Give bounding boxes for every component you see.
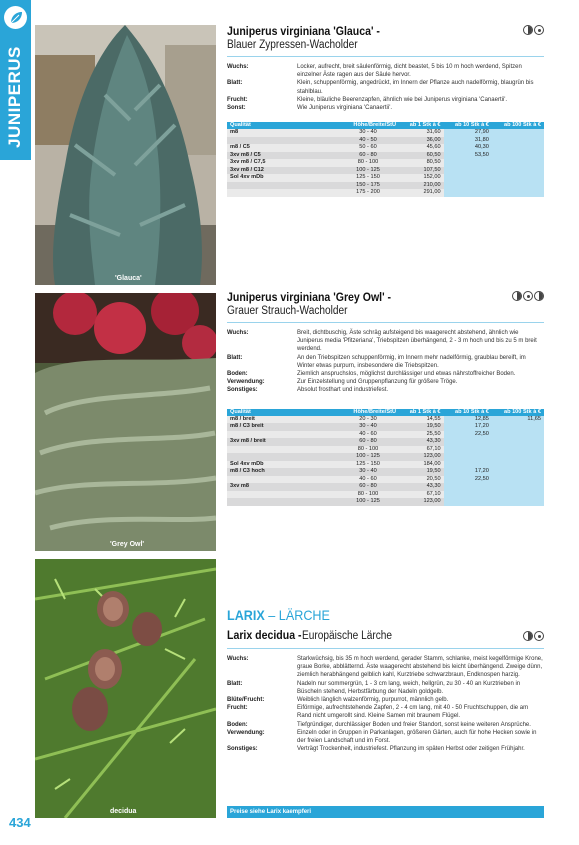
prop-value: Verträgt Trockenheit, industriefest. Pflanzung im späten Herbst oder zeitigen Frühjahr.	[297, 746, 525, 753]
prop-key: Wuchs:	[227, 656, 249, 662]
table-cell: m8 / breit	[227, 416, 337, 424]
prop-key: Sonst:	[227, 105, 246, 112]
table-cell: 123,00	[399, 498, 444, 506]
table-cell	[444, 483, 492, 491]
table-cell: 40 - 50	[337, 137, 399, 145]
table-cell: 175 - 200	[337, 189, 399, 197]
table-cell: 36,00	[399, 137, 444, 145]
divider	[227, 648, 544, 649]
table-cell: 100 - 125	[337, 167, 399, 175]
column-header: ab 100 Stk à €	[492, 409, 544, 416]
table-cell	[444, 491, 492, 499]
species-title: Juniperus virginiana 'Glauca' -	[227, 24, 380, 38]
species-title: Larix decidua -	[227, 628, 302, 642]
prop-value: Tiefgründiger, durchlässiger Boden und freier Standort, sonst keine weiteren Ansprüche.	[297, 721, 531, 728]
price-note-bar: Preise siehe Larix kaempferi	[227, 806, 544, 818]
table-cell: m8 / C5	[227, 144, 337, 152]
table-cell: Sol 4xv mDb	[227, 461, 337, 469]
half-shade-icon	[523, 631, 533, 641]
table-cell	[444, 446, 492, 454]
prop-value: Eiförmige, aufrechtstehende Zapfen, 2 - 4 cm lang, mit 40 - 50 Fruchtschuppen, die am Rand nicht umgerollt sind. Kleine Samen mit braunem Flügel.	[297, 705, 529, 720]
table-cell: 80 - 100	[337, 446, 399, 454]
table-cell: 3xv m8 / breit	[227, 438, 337, 446]
divider	[227, 322, 544, 323]
prop-key: Blatt:	[227, 80, 243, 87]
page-number: 434	[9, 815, 31, 830]
light-symbols	[523, 631, 544, 641]
table-cell: 60 - 80	[337, 152, 399, 160]
prop-value: Zur Einzelstellung und Gruppenpflanzung für größere Tröge.	[297, 379, 458, 386]
table-cell	[444, 189, 492, 197]
table-cell	[492, 498, 544, 506]
table-cell: 150 - 175	[337, 182, 399, 190]
table-row	[227, 416, 544, 424]
table-cell: 184,00	[399, 461, 444, 469]
table-cell: 43,30	[399, 483, 444, 491]
prop-value: Wie Juniperus virginiana 'Canaertii'.	[297, 105, 393, 112]
table-row	[227, 483, 544, 491]
photo-caption: decidua	[110, 808, 137, 815]
prop-value: Breit, dichtbuschig, Äste schräg aufsteigend bis waagerecht abstehend, ähnlich wie Juniperus media 'Pfitzeriana', Triebspitzen überhängend, 2 - 3 m hoch und bis zu 5 m breit werdend.	[297, 330, 537, 353]
table-cell: m8 / C3 hoch	[227, 468, 337, 476]
half-shade-icon	[523, 25, 533, 35]
table-cell	[227, 476, 337, 484]
table-cell	[492, 167, 544, 175]
prop-key: Sonstiges:	[227, 387, 258, 394]
table-cell	[227, 446, 337, 454]
species-common-name: Europäische Lärche	[301, 630, 392, 642]
light-symbols	[512, 291, 544, 301]
prop-value: Locker, aufrecht, breit säulenförmig, dicht beastet, 5 bis 10 m hoch werdend, Spitzen einzelner Äste ragen aus der Säule hervor.	[297, 64, 522, 79]
genus-common-name: – LÄRCHE	[268, 607, 330, 623]
table-cell	[492, 438, 544, 446]
table-cell: 43,30	[399, 438, 444, 446]
table-cell: 3xv m8	[227, 483, 337, 491]
title-line	[227, 626, 544, 644]
table-cell: 67,10	[399, 446, 444, 454]
table-cell: 40,30	[444, 144, 492, 152]
table-cell	[492, 453, 544, 461]
table-cell: 25,50	[399, 431, 444, 439]
species-title: Juniperus virginiana 'Grey Owl' -	[227, 290, 392, 304]
table-cell: 53,50	[444, 152, 492, 160]
table-cell: 22,50	[444, 431, 492, 439]
table-cell: 100 - 125	[337, 498, 399, 506]
table-cell	[492, 144, 544, 152]
table-cell: 152,00	[399, 174, 444, 182]
table-cell	[444, 498, 492, 506]
entry-larix-decidua	[227, 607, 544, 753]
table-cell	[492, 137, 544, 145]
species-common-name: Blauer Zypressen-Wacholder	[227, 39, 358, 51]
properties	[227, 655, 544, 753]
genus-side-tab	[0, 0, 31, 160]
table-row	[227, 423, 544, 431]
photo-caption: 'Grey Owl'	[110, 541, 145, 548]
table-cell: 80 - 100	[337, 491, 399, 499]
table-cell	[492, 468, 544, 476]
sun-icon	[523, 291, 533, 301]
photo-grey-owl	[35, 293, 216, 551]
table-row	[227, 152, 544, 160]
table-cell	[444, 174, 492, 182]
species-common-name: Grauer Strauch-Wacholder	[227, 305, 348, 317]
table-cell: 3xv m8 / C5	[227, 152, 337, 160]
table-cell: 60 - 80	[337, 438, 399, 446]
prop-key: Blüte/Frucht:	[227, 697, 265, 704]
genus-name: LARIX	[227, 607, 265, 623]
table-cell: 210,00	[399, 182, 444, 190]
table-cell	[227, 491, 337, 499]
table-cell: 125 - 150	[337, 461, 399, 469]
table-cell: 20 - 30	[337, 416, 399, 424]
table-row	[227, 446, 544, 454]
table-header-row	[227, 409, 544, 416]
table-cell: 19,50	[399, 423, 444, 431]
table-cell	[227, 453, 337, 461]
prop-key: Sonstiges:	[227, 746, 258, 753]
table-cell	[444, 461, 492, 469]
table-cell	[492, 423, 544, 431]
column-header: ab 10 Stk à €	[444, 409, 492, 416]
table-cell: 60,50	[399, 152, 444, 160]
table-row	[227, 129, 544, 137]
section-heading	[227, 607, 512, 623]
table-row	[227, 476, 544, 484]
table-cell	[444, 167, 492, 175]
prop-key: Boden:	[227, 371, 248, 378]
table-cell	[227, 498, 337, 506]
prop-value: Ziemlich anspruchslos, möglichst durchlässiger und etwas nährstoffreicher Boden.	[297, 371, 516, 378]
table-cell	[227, 137, 337, 145]
prop-key: Boden:	[227, 721, 248, 728]
genus-label: JUNIPERUS	[5, 46, 24, 148]
column-header: ab 1 Stk à €	[399, 409, 444, 416]
table-row	[227, 144, 544, 152]
table-cell: 19,50	[399, 468, 444, 476]
sun-icon	[534, 25, 544, 35]
table-row	[227, 182, 544, 190]
table-cell	[492, 461, 544, 469]
table-row	[227, 453, 544, 461]
table-cell: 40 - 60	[337, 431, 399, 439]
table-cell: 22,50	[444, 476, 492, 484]
table-cell: 31,80	[444, 137, 492, 145]
prop-key: Verwendung:	[227, 379, 265, 386]
half-shade-icon	[512, 291, 522, 301]
table-cell	[492, 483, 544, 491]
photo-decidua	[35, 559, 216, 818]
table-cell: 17,20	[444, 468, 492, 476]
table-cell	[492, 174, 544, 182]
table-cell	[492, 129, 544, 137]
entry-juniperus-grey-owl	[227, 290, 544, 506]
prop-key: Wuchs:	[227, 64, 249, 70]
prop-value: Kleine, bläuliche Beerenzapfen, ähnlich wie bei Juniperus virginiana 'Canaertii'.	[297, 96, 508, 103]
table-row	[227, 167, 544, 175]
half-shade-icon	[534, 291, 544, 301]
prop-value: Nadeln nur sommergrün, 1 - 3 cm lang, weich, hellgrün, zu 30 - 40 an Kurztrieben in Büscheln stehend, Herbstfärbung der Nadeln goldgelb.	[297, 680, 521, 695]
table-cell: 30 - 40	[337, 468, 399, 476]
table-cell	[227, 182, 337, 190]
table-cell: 3xv m8 / C12	[227, 167, 337, 175]
column-header: ab 10 Stk à €	[444, 122, 492, 129]
table-row	[227, 438, 544, 446]
table-cell	[227, 431, 337, 439]
table-cell	[492, 491, 544, 499]
table-cell	[444, 438, 492, 446]
table-cell	[444, 159, 492, 167]
table-cell: m8	[227, 129, 337, 137]
leaf-icon	[4, 6, 27, 29]
table-row	[227, 461, 544, 469]
prop-key: Blatt:	[227, 354, 243, 361]
table-cell: 30 - 40	[337, 129, 399, 137]
table-cell: 40 - 60	[337, 476, 399, 484]
table-row	[227, 468, 544, 476]
prop-value: Klein, schuppenförmig, angedrückt, im Innern der Pflanze auch nadelförmig, blaugrün bis stahlblau.	[297, 80, 534, 95]
entry-juniperus-glauca	[227, 24, 544, 197]
table-cell: 123,00	[399, 453, 444, 461]
properties	[227, 329, 544, 395]
column-header: Qualität	[227, 122, 337, 129]
table-cell: 12,85	[444, 416, 492, 424]
table-cell: 20,50	[399, 476, 444, 484]
table-row	[227, 431, 544, 439]
table-cell: 45,60	[399, 144, 444, 152]
table-cell: 67,10	[399, 491, 444, 499]
table-cell	[492, 182, 544, 190]
table-cell	[492, 446, 544, 454]
table-cell	[492, 431, 544, 439]
divider	[227, 56, 544, 57]
table-cell	[444, 182, 492, 190]
table-cell: 11,65	[492, 416, 544, 424]
column-header: Höhe/Breite/StU	[337, 409, 399, 416]
table-cell: 60 - 80	[337, 483, 399, 491]
table-cell: 80,50	[399, 159, 444, 167]
table-cell: 3xv m8 / C7,5	[227, 159, 337, 167]
prop-value: An den Triebspitzen schuppenförmig, im Innern mehr nadelförmig, graublau bereift, im Winter etwas purpurn, insbesondere die Triebspitzen.	[297, 354, 526, 369]
table-header-row	[227, 122, 544, 129]
table-cell: 31,60	[399, 129, 444, 137]
table-row	[227, 159, 544, 167]
properties	[227, 63, 544, 112]
table-cell: 50 - 60	[337, 144, 399, 152]
table-cell	[227, 189, 337, 197]
table-cell: 125 - 150	[337, 174, 399, 182]
photo-glauca	[35, 25, 216, 285]
prop-key: Wuchs:	[227, 330, 249, 336]
column-header: ab 100 Stk à €	[492, 122, 544, 129]
photo-caption: 'Glauca'	[115, 275, 142, 282]
table-row	[227, 174, 544, 182]
table-cell	[444, 453, 492, 461]
table-cell: 17,20	[444, 423, 492, 431]
prop-key: Blatt:	[227, 680, 243, 687]
table-cell: 80 - 100	[337, 159, 399, 167]
prop-key: Frucht:	[227, 96, 248, 103]
table-cell: 14,55	[399, 416, 444, 424]
column-header: Qualität	[227, 409, 337, 416]
table-cell: m8 / C3 breit	[227, 423, 337, 431]
table-row	[227, 491, 544, 499]
light-symbols	[523, 25, 544, 35]
table-cell: Sol 4xv mDb	[227, 174, 337, 182]
table-cell: 291,00	[399, 189, 444, 197]
table-cell: 100 - 125	[337, 453, 399, 461]
prop-value: Weiblich länglich walzenförmig, purpurrot, männlich gelb.	[297, 697, 449, 704]
table-cell	[492, 189, 544, 197]
sun-icon	[534, 631, 544, 641]
table-row	[227, 137, 544, 145]
table-row	[227, 189, 544, 197]
table-cell	[492, 476, 544, 484]
table-cell: 107,50	[399, 167, 444, 175]
prop-value: Absolut frosthart und industriefest.	[297, 387, 389, 394]
table-cell	[492, 159, 544, 167]
table-cell	[492, 152, 544, 160]
price-table	[227, 409, 544, 506]
table-cell: 27,90	[444, 129, 492, 137]
column-header: ab 1 Stk à €	[399, 122, 444, 129]
table-cell: 30 - 40	[337, 423, 399, 431]
prop-value: Einzeln oder in Gruppen in Parkanlagen, größeren Gärten, auch für hohe Hecken sowie in der freien Landschaft und im Forst.	[297, 729, 537, 745]
prop-value: Starkwüchsig, bis 35 m hoch werdend, gerader Stamm, schlanke, meist kegelförmige Krone, graue Borke, abblätternd. Äste waagerecht abstehend bis leicht überhängend. Zweige dünn, ziemlich herabhängend gelblich kahl, Kurztriebe schwarzbraun, Endknospen harzig.	[297, 656, 543, 679]
prop-key: Frucht:	[227, 705, 248, 712]
price-table	[227, 122, 544, 197]
table-row	[227, 498, 544, 506]
prop-key: Verwendung:	[227, 729, 265, 736]
column-header: Höhe/Breite/StU	[337, 122, 399, 129]
